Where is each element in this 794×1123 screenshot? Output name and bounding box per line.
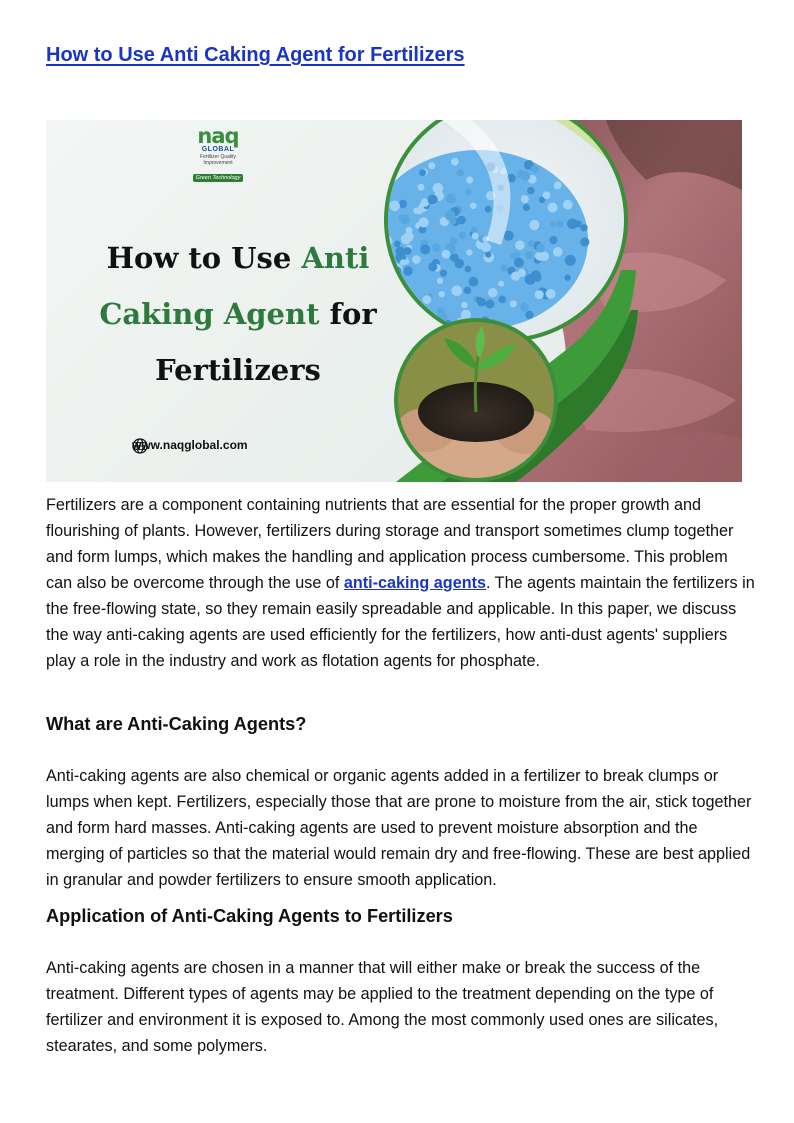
website-url: www.naqglobal.com bbox=[132, 438, 248, 452]
hero-website bbox=[132, 438, 248, 452]
intro-text-before-link: Fertilizers are a component containing nutrients that are essential for the proper growth and flourishing of plants. However, fertilizers during storage and transport sometimes clump together and form lumps, which makes the handling and application process cumbersome. This problem can also be overcome through the use of bbox=[46, 496, 734, 592]
hero-title-line1-dark: How to Use bbox=[106, 241, 302, 275]
intro-paragraph bbox=[46, 492, 756, 674]
logo-tagline: Fertilizer Quality Improvement bbox=[199, 154, 237, 166]
hero-banner-image bbox=[46, 120, 742, 482]
hero-title-line2-dark: for bbox=[319, 297, 377, 331]
logo-badge: Green Technology bbox=[193, 174, 244, 182]
section-heading-application: Application of Anti-Caking Agents to Fertilizers bbox=[46, 906, 453, 926]
hero-title bbox=[54, 230, 422, 398]
intro-text-after-link: . The agents maintain the fertilizers in the free-flowing state, so they remain easily spreadable and applicable. In this paper, we discuss the way anti-caking agents are used efficiently for the fertilizers, how anti-dust agents' suppliers play a role in the industry and work as flotation agents for phosphate. bbox=[46, 574, 755, 670]
hero-title-line2-green: Caking Agent bbox=[99, 297, 320, 331]
naq-global-logo bbox=[186, 126, 250, 188]
globe-icon bbox=[132, 438, 148, 454]
document-title-link[interactable]: How to Use Anti Caking Agent for Fertilizers bbox=[46, 44, 465, 66]
logo-wordmark: naq bbox=[197, 124, 239, 148]
logo-subword: GLOBAL bbox=[201, 146, 235, 153]
hero-title-line1-green: Anti bbox=[301, 241, 370, 275]
anti-caking-agents-link[interactable]: anti-caking agents bbox=[343, 574, 486, 592]
section1-paragraph: Anti-caking agents are also chemical or organic agents added in a fertilizer to break clumps or lumps when kept. Fertilizers, especially those that are prone to moisture from the air, stick together and form hard masses. Anti-caking agents are used to prevent moisture absorption and the merging of particles so that the material would remain dry and free-flowing. These are best applied in granular and powder fertilizers to ensure smooth application. bbox=[46, 767, 752, 889]
hero-title-line3-dark: Fertilizers bbox=[155, 353, 321, 387]
section2-paragraph: Anti-caking agents are chosen in a manner that will either make or break the success of the treatment. Different types of agents may be applied to the treatment depending on the type of fertilizer and environment it is exposed to. Among the most commonly used ones are silicates, stearates, and some polymers. bbox=[46, 959, 719, 1055]
section-heading-what-are: What are Anti-Caking Agents? bbox=[46, 714, 307, 734]
